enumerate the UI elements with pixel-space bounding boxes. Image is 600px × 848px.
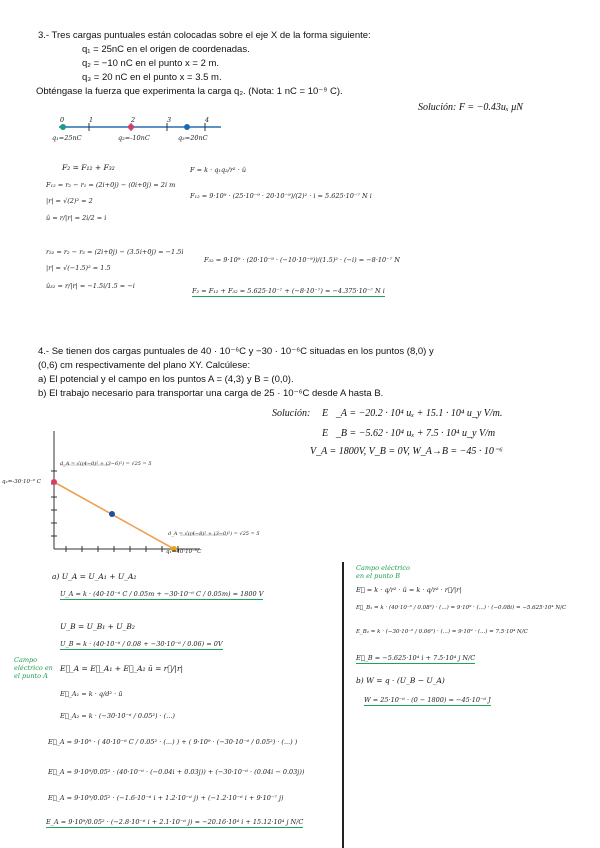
p4-left-e2: E⃗_A₁ = k · q/d² · ū xyxy=(60,690,123,698)
p3-work-line7: û₃₂ = r/|r| = −1.5i/1.5 = −i xyxy=(46,282,135,290)
p3-work-right1: F = k · q₁q₂/r² · û xyxy=(190,166,247,174)
p4-left-e7: E_A = 9·10⁹/0.05² · (−2.8·10⁻⁶ i + 2.1·10⁻⁶ j) = −20.16·10⁴ i + 15.12·10⁴ j N/C xyxy=(46,818,304,826)
problem3-q3: q₃ = 20 nC en el punto x = 3.5 m. xyxy=(82,72,222,83)
p4-left-a4: U_B = k · (40·10⁻⁶ / 0.08 + −30·10⁻⁶ / 0.06) = 0V xyxy=(60,640,223,648)
p4-right-b3: E_B₂ = k · (−30·10⁻⁶ / 0.06²) · (...) = 9·10⁹ · (...) = 7.5·10⁴ N/C xyxy=(356,629,528,635)
problem4-solution-label: Solución: xyxy=(272,408,311,419)
p4-right-b1: E⃗ = k · q/r² · û = k · q/r² · r⃗/|r| xyxy=(356,586,462,594)
graph-distance-top: d_A = √((4−0)² + (3−6)²) = √25 = 5 xyxy=(60,461,152,467)
problem4-part-a: a) El potencial y el campo en los puntos A = (4,3) y B = (0,0). xyxy=(38,374,294,385)
problem3-q2: q₂ = −10 nC en el punto x = 2 m. xyxy=(82,58,220,69)
problem4-solution-3: V_A = 1800V, V_B = 0V, W_A→B = −45 · 10⁻⁶ xyxy=(310,446,503,457)
point-a-dot xyxy=(109,511,115,517)
p3-work-line5: r₃₂ = r₂ − r₃ = (2i+0j) − (3.5i+0j) = −1.5i xyxy=(46,248,184,256)
p3-work-right3: F₃₂ = 9·10⁹ · (20·10⁻⁹ · (−10·10⁻⁹))/(1.5)² · (−i) = −8·10⁻⁷ N xyxy=(204,256,400,264)
p4-right-b4: E⃗_B = −5.625·10⁴ i + 7.5·10⁴ j N/C xyxy=(356,654,476,662)
problem3-question: Obténgase la fuerza que experimenta la carga q₂. (Nota: 1 nC = 10⁻⁹ C). xyxy=(36,86,343,97)
axis-tick-0: 0 xyxy=(60,116,65,124)
p4-left-e1: E⃗_A = E⃗_A₁ + E⃗_A₂ ū = r⃗/|r| xyxy=(60,664,184,673)
p4-left-a3: U_B = U_B₁ + U_B₂ xyxy=(60,622,135,631)
p4-right-w2: W = 25·10⁻⁶ · (0 − 1800) = −45·10⁻⁶ J xyxy=(364,696,491,704)
problem4-part-b: b) El trabajo necesario para transportar una carga de 25 · 10⁻⁶C desde A hasta B. xyxy=(38,388,384,399)
charge-label-q2: q₂=-10nC xyxy=(118,134,150,142)
p3-work-result: F₂ = F₁₂ + F₃₂ = 5.625·10⁻⁷ + (−8·10⁻⁷) = −4.375·10⁻⁷ N i xyxy=(192,287,385,295)
problem3-title: 3.- Tres cargas puntuales están colocadas sobre el eje X de la forma siguiente: xyxy=(38,30,371,41)
problem4-title: 4.- Se tienen dos cargas puntuales de 40 · 10⁻⁶C y −30 · 10⁻⁶C situadas en los puntos (8,0) y xyxy=(38,346,434,357)
p4-right-b2: E⃗_B₁ = k · (40·10⁻⁶ / 0.08²) · (...) = 9·10⁹ · (...) · (−0.08i) = −5.625·10⁴ N/C xyxy=(356,605,567,611)
charge-q3-dot xyxy=(184,124,190,130)
charge-label-q1: q₁=25nC xyxy=(52,134,82,142)
graph-distance-bottom: d_A = √((4−8)² + (3−0)²) = √25 = 5 xyxy=(168,531,260,537)
problem3-q1: q₁ = 25nC en el origen de coordenadas. xyxy=(82,44,250,55)
charge-label-q3: q₃=20nC xyxy=(178,134,208,142)
p4-left-e6: E⃗_A = 9·10⁹/0.05² · (−1.6·10⁻⁶ i + 1.2·10⁻⁶ j) + (−1.2·10⁻⁶ i + 9·10⁻⁷ j) xyxy=(48,794,284,802)
p4-left-e3: E⃗_A₂ = k · (−30·10⁻⁶ / 0.05²) · (...) xyxy=(60,712,175,720)
axis-tick-4: 4 xyxy=(205,116,210,124)
p4-left-green-label: Campo eléctrico en el punto A xyxy=(14,656,53,680)
charge-q2-point xyxy=(51,479,57,485)
p3-work-line3: |r| = √(2)² = 2 xyxy=(46,197,93,205)
axis-tick-2: 2 xyxy=(131,116,136,124)
p4-left-a1: a) U_A = U_A₁ + U_A₂ xyxy=(52,572,137,581)
p3-work-line6: |r| = √(−1.5)² = 1.5 xyxy=(46,264,111,272)
axis-tick-1: 1 xyxy=(89,116,94,124)
graph-q1-label: q₁=40·10⁻⁶C xyxy=(166,549,202,555)
problem4-solution-2: E⃗_B = −5.62 · 10⁴ uₓ + 7.5 · 10⁴ u_y V/m xyxy=(322,428,496,439)
column-divider xyxy=(342,562,344,848)
p3-work-right2: F₁₂ = 9·10⁹ · (25·10⁻⁹ · 20·10⁻⁹)/(2)² · i = 5.625·10⁻⁷ N i xyxy=(190,192,372,200)
problem3-solution: Solución: F = −0.43uₓ μN xyxy=(418,102,523,113)
axis-tick-3: 3 xyxy=(167,116,172,124)
charges-plane-graph xyxy=(30,425,230,565)
problem4-solution-1: E⃗_A = −20.2 · 10⁴ uₓ + 15.1 · 10⁴ u_y V/m. xyxy=(322,408,503,419)
graph-q2-label: q₂=-30·10⁻⁶ C xyxy=(2,479,42,485)
p3-work-line2: F₁₂ = r₂ − r₁ = (2i+0j) − (0i+0j) = 2i m xyxy=(46,181,176,189)
problem4-line2: (0,6) cm respectivamente del plano XY. Calcúlese: xyxy=(38,360,251,371)
p4-left-a2: U_A = k · (40·10⁻⁶ C / 0.05m + −30·10⁻⁶ C / 0.05m) = 1800 V xyxy=(60,590,264,598)
p4-left-e4: E⃗_A = 9·10⁹ · ( 40·10⁻⁶ C / 0.05² · (...) ) + ( 9·10⁹ · (−30·10⁻⁶ / 0.05²) · (...) ) xyxy=(48,738,298,746)
p4-left-e5: E⃗_A = 9·10⁹/0.05² · (40·10⁻⁶ · (−0.04i + 0.03j)) + (−30·10⁻⁶ · (0.04i − 0.03j)) xyxy=(48,768,305,776)
p3-work-line4: û = r/|r| = 2i/2 = i xyxy=(46,214,107,222)
p3-work-line1: F₂ = F₁₂ + F₃₂ xyxy=(62,163,115,172)
p4-right-w1: b) W = q · (U_B − U_A) xyxy=(356,676,445,685)
p4-right-green-label: Campo eléctrico en el punto B xyxy=(356,564,410,580)
